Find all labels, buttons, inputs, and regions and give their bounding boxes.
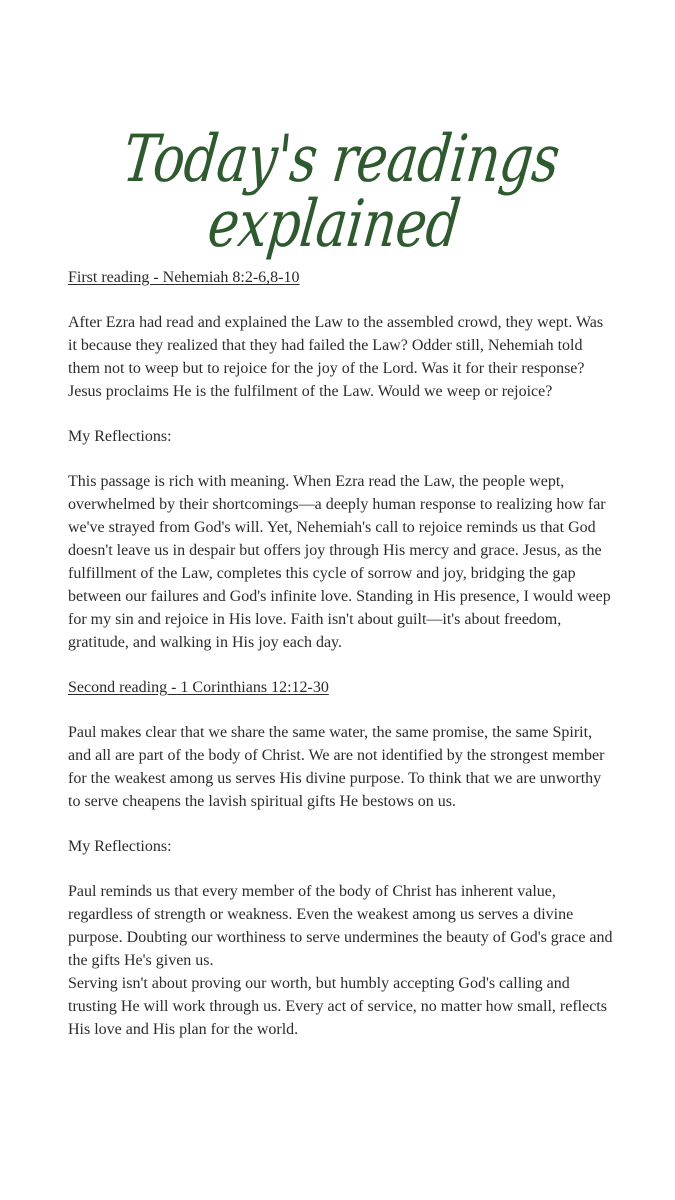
first-reading-heading: First reading - Nehemiah 8:2-6,8-10 (68, 269, 300, 286)
first-reflection-text: This passage is rich with meaning. When Ezra read the Law, the people wept, overwhelmed by their shortcomings—a deeply human response to realizing how far we've strayed from God's will. Yet, Nehemiah's call to rejoice reminds us that God doesn't leave us in despair but offers joy through His mercy and grace. Jesus, as the fulfillment of the Law, completes this cycle of sorrow and joy, bridging the gap between our failures and God's infinite love. Standing in His presence, I would weep for my sin and rejoice in His love. Faith isn't about guilt—it's about freedom, gratitude, and walking in His joy each day. (68, 473, 611, 651)
second-reflections-label: My Reflections: (68, 838, 172, 855)
spacer (68, 813, 613, 835)
first-reading-summary: After Ezra had read and explained the Law to the assembled crowd, they wept. Was it because they realized that they had failed the Law? Odder still, Nehemiah told them not to weep but to rejoice for the joy of the Lord. Was it for their response? Jesus proclaims He is the fulfilment of the Law. Would we weep or rejoice? (68, 314, 604, 400)
spacer (68, 403, 613, 425)
spacer (68, 699, 613, 721)
second-reflection-text-2: Serving isn't about proving our worth, but humbly accepting God's calling and trusting He will work through us. Every act of service, no matter how small, reflects His love and His plan for the world. (68, 975, 607, 1038)
spacer (68, 289, 613, 311)
content (68, 266, 613, 1041)
spacer (68, 448, 613, 470)
second-reading-heading: Second reading - 1 Corinthians 12:12-30 (68, 679, 329, 696)
page-title: Today's readings explained (119, 122, 563, 262)
spacer (68, 858, 613, 880)
spacer (68, 654, 613, 676)
second-reflection-text-1: Paul reminds us that every member of the body of Christ has inherent value, regardless of strength or weakness. Even the weakest among us serves a divine purpose. Doubting our worthiness to serve undermines the beauty of God's grace and the gifts He's given us. (68, 883, 613, 969)
first-reflections-label: My Reflections: (68, 428, 172, 445)
second-reading-summary: Paul makes clear that we share the same water, the same promise, the same Spirit, and all are part of the body of Christ. We are not identified by the strongest member for the weakest among us serves His divine purpose. To think that we are unworthy to serve cheapens the lavish spiritual gifts He bestows on us. (68, 724, 605, 810)
